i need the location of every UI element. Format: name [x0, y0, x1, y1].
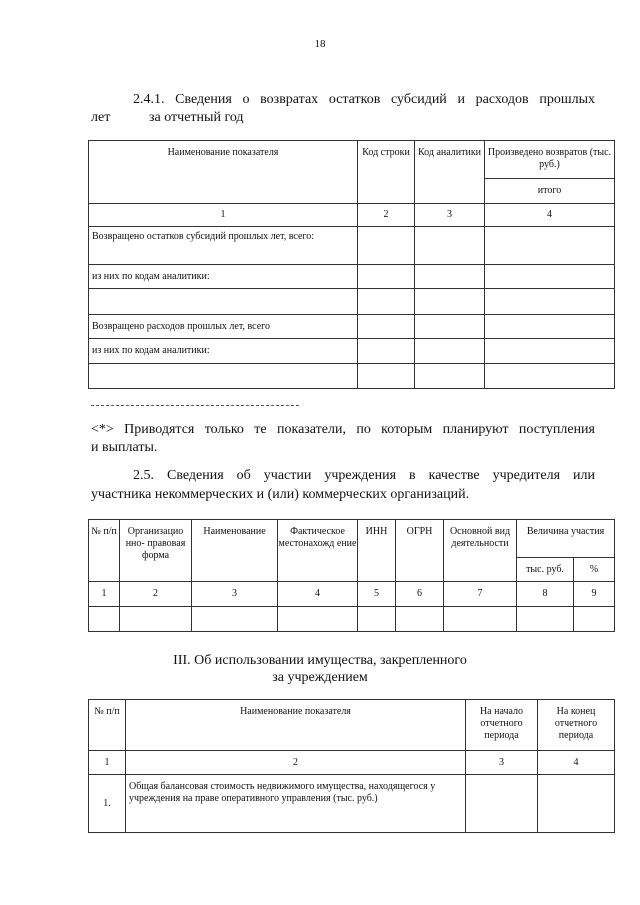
header-activity: Основной вид деятельности	[444, 520, 517, 582]
header-share-pct: %	[574, 558, 615, 582]
table-cell	[358, 364, 415, 389]
header-period-end: На конец отчетного периода	[538, 700, 615, 751]
header-legal-form: Организацио нно- правовая форма	[120, 520, 192, 582]
header-indicator-name: Наименование показателя	[89, 141, 358, 204]
section-241-title-line1: 2.4.1. Сведения о возвратах остатков субсидий и расходов прошлых	[133, 92, 595, 107]
page-number: 18	[314, 38, 326, 50]
col-number: 1	[89, 204, 358, 227]
col-number: 4	[538, 751, 615, 775]
col-number: 3	[415, 204, 485, 227]
table-cell	[485, 227, 615, 265]
table-row-label: Возвращено расходов прошлых лет, всего	[89, 315, 358, 339]
table-cell	[574, 607, 615, 632]
table-cell	[415, 227, 485, 265]
table-cell	[415, 364, 485, 389]
footnote-line1: <*> Приводятся только те показатели, по которым планируют поступления	[91, 422, 595, 437]
table-cell	[358, 265, 415, 289]
table-row-label: из них по кодам аналитики:	[89, 339, 358, 364]
header-code-analytic: Код аналитики	[415, 141, 485, 204]
col-number: 5	[358, 582, 396, 607]
section-241-title-line2b: за отчетный год	[149, 110, 244, 125]
col-number: 2	[126, 751, 466, 775]
header-num: № п/п	[89, 520, 120, 582]
section-25-title-line2: участника некоммерческих и (или) коммерческих организаций.	[91, 487, 470, 502]
table-cell	[517, 607, 574, 632]
table-cell	[485, 339, 615, 364]
table-cell	[358, 607, 396, 632]
table-cell	[415, 339, 485, 364]
table-cell	[120, 607, 192, 632]
header-org-name: Наименование	[192, 520, 278, 582]
section-3-title-line2: за учреждением	[272, 670, 368, 685]
table-cell	[466, 775, 538, 833]
table-cell	[358, 315, 415, 339]
col-number: 1	[89, 582, 120, 607]
table-cell	[415, 265, 485, 289]
table-cell	[415, 289, 485, 315]
participation-table	[88, 519, 615, 632]
header-returned: Произведено возвратов (тыс. руб.)	[485, 141, 615, 179]
section-3-title-line1: III. Об использовании имущества, закрепленного	[173, 653, 467, 668]
header-indicator-name: Наименование показателя	[126, 700, 466, 751]
table-cell	[89, 607, 120, 632]
header-total: итого	[485, 179, 615, 204]
table-cell	[192, 607, 278, 632]
table-row-label: Общая балансовая стоимость недвижимого имущества, находящегося у учреждения на праве оперативного управления (тыс. руб.)	[126, 775, 466, 833]
table-cell	[278, 607, 358, 632]
table-cell	[485, 364, 615, 389]
section-25-title-line1: 2.5. Сведения об участии учреждения в качестве учредителя или	[133, 468, 595, 483]
table-cell	[358, 289, 415, 315]
returns-table	[88, 140, 615, 389]
table-row-label	[89, 289, 358, 315]
col-number: 8	[517, 582, 574, 607]
table-cell	[358, 339, 415, 364]
table-cell	[444, 607, 517, 632]
table-cell	[396, 607, 444, 632]
col-number: 2	[358, 204, 415, 227]
col-number: 3	[466, 751, 538, 775]
table-cell	[415, 315, 485, 339]
col-number: 3	[192, 582, 278, 607]
header-inn: ИНН	[358, 520, 396, 582]
table-cell	[485, 289, 615, 315]
property-table	[88, 699, 615, 833]
header-code-row: Код строки	[358, 141, 415, 204]
header-period-start: На начало отчетного периода	[466, 700, 538, 751]
col-number: 2	[120, 582, 192, 607]
table-row-label: Возвращено остатков субсидий прошлых лет, всего:	[89, 227, 358, 265]
col-number: 1	[89, 751, 126, 775]
col-number: 4	[278, 582, 358, 607]
footnote-line2: и выплаты.	[91, 440, 158, 455]
table-cell	[485, 265, 615, 289]
table-cell	[358, 227, 415, 265]
header-share-rub: тыс. руб.	[517, 558, 574, 582]
table-cell	[485, 315, 615, 339]
col-number: 4	[485, 204, 615, 227]
table-row-label	[89, 364, 358, 389]
header-share: Величина участия	[517, 520, 615, 558]
row-number: 1.	[89, 775, 126, 833]
section-241-title-line2a: лет	[91, 110, 111, 125]
header-ogrn: ОГРН	[396, 520, 444, 582]
col-number: 7	[444, 582, 517, 607]
table-row-label: из них по кодам аналитики:	[89, 265, 358, 289]
header-num: № п/п	[89, 700, 126, 751]
table-cell	[538, 775, 615, 833]
col-number: 9	[574, 582, 615, 607]
header-location: Фактическое местонахожд ение	[278, 520, 358, 582]
col-number: 6	[396, 582, 444, 607]
footnote-separator	[91, 405, 299, 406]
